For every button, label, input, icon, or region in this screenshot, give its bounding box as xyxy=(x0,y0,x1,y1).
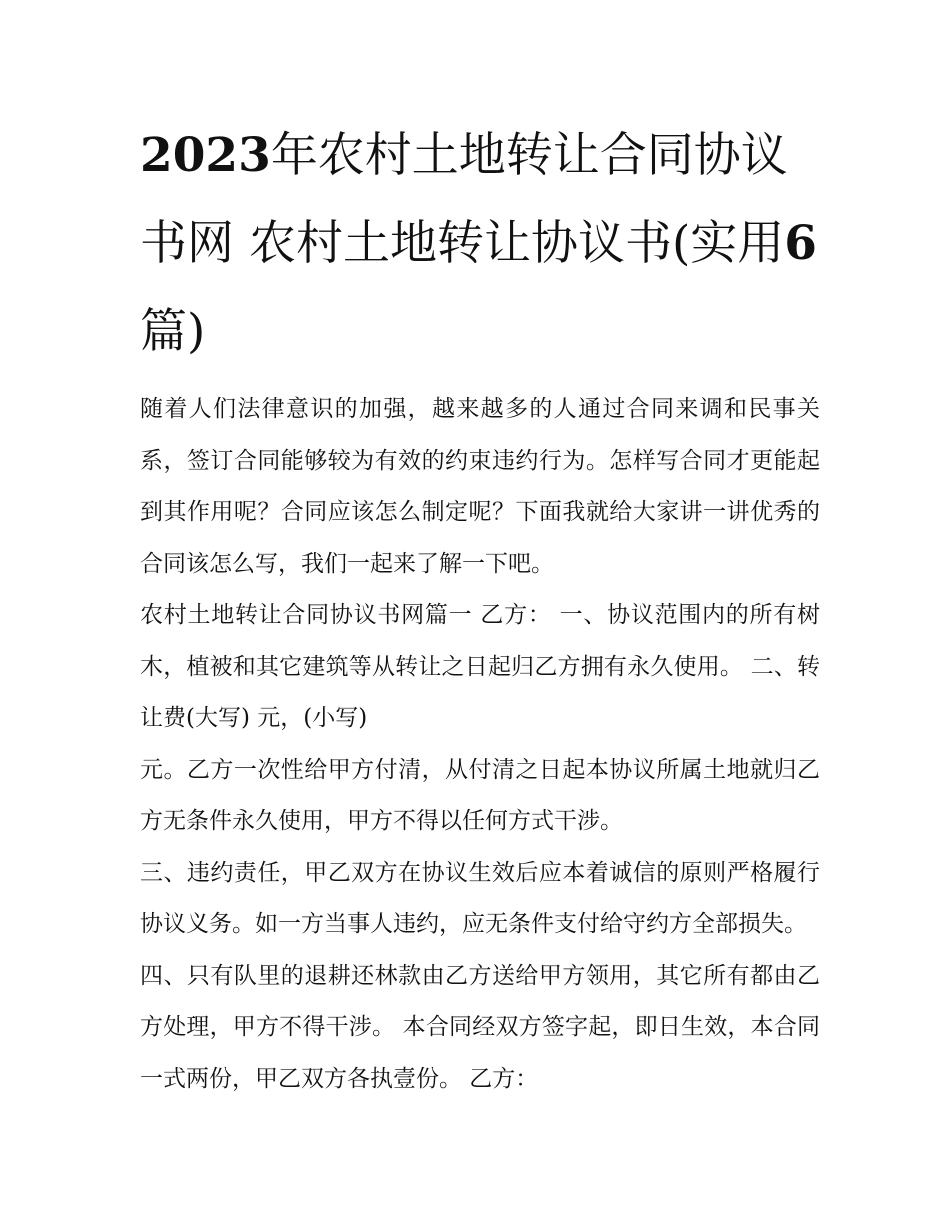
paragraph-intro: 随着人们法律意识的加强，越来越多的人通过合同来调和民事关系，签订合同能够较为有效的约束违约行为。怎样写合同才更能起到其作用呢？合同应该怎么制定呢？下面我就给大家讲一讲优秀的合同该怎么写，我们一起来了解一下吧。 xyxy=(140,396,820,577)
paragraph-payment: 元。乙方一次性给甲方付清，从付清之日起本协议所属土地就归乙方无条件永久使用，甲方不得以任何方式干涉。 xyxy=(140,756,820,834)
title-year: 2023 xyxy=(140,128,271,183)
title-text: 年农村土地转让合同协议书网 农村土地转让协议书(实用 xyxy=(140,128,788,271)
paragraph-clause-4: 四、只有队里的退耕还林款由乙方送给甲方领用，其它所有都由乙方处理，甲方不得干涉。 本合同经双方签字起，即日生效，本合同一式两份，甲乙双方各执壹份。 乙方： xyxy=(140,962,820,1092)
paragraph-clause-3: 三、违约责任，甲乙双方在协议生效后应本着诚信的原则严格履行协议义务。如一方当事人违约，应无条件支付给守约方全部损失。 xyxy=(140,859,820,937)
document-title xyxy=(140,112,820,376)
document-page xyxy=(140,112,820,1105)
title-count: 6 xyxy=(784,216,817,271)
paragraph-clause-1-2: 农村土地转让合同协议书网篇一 乙方： 一、协议范围内的所有树木，植被和其它建筑等从转让之日起归乙方拥有永久使用。 二、转让费(大写) 元，(小写) xyxy=(140,602,820,731)
title-end: 篇) xyxy=(140,304,206,359)
